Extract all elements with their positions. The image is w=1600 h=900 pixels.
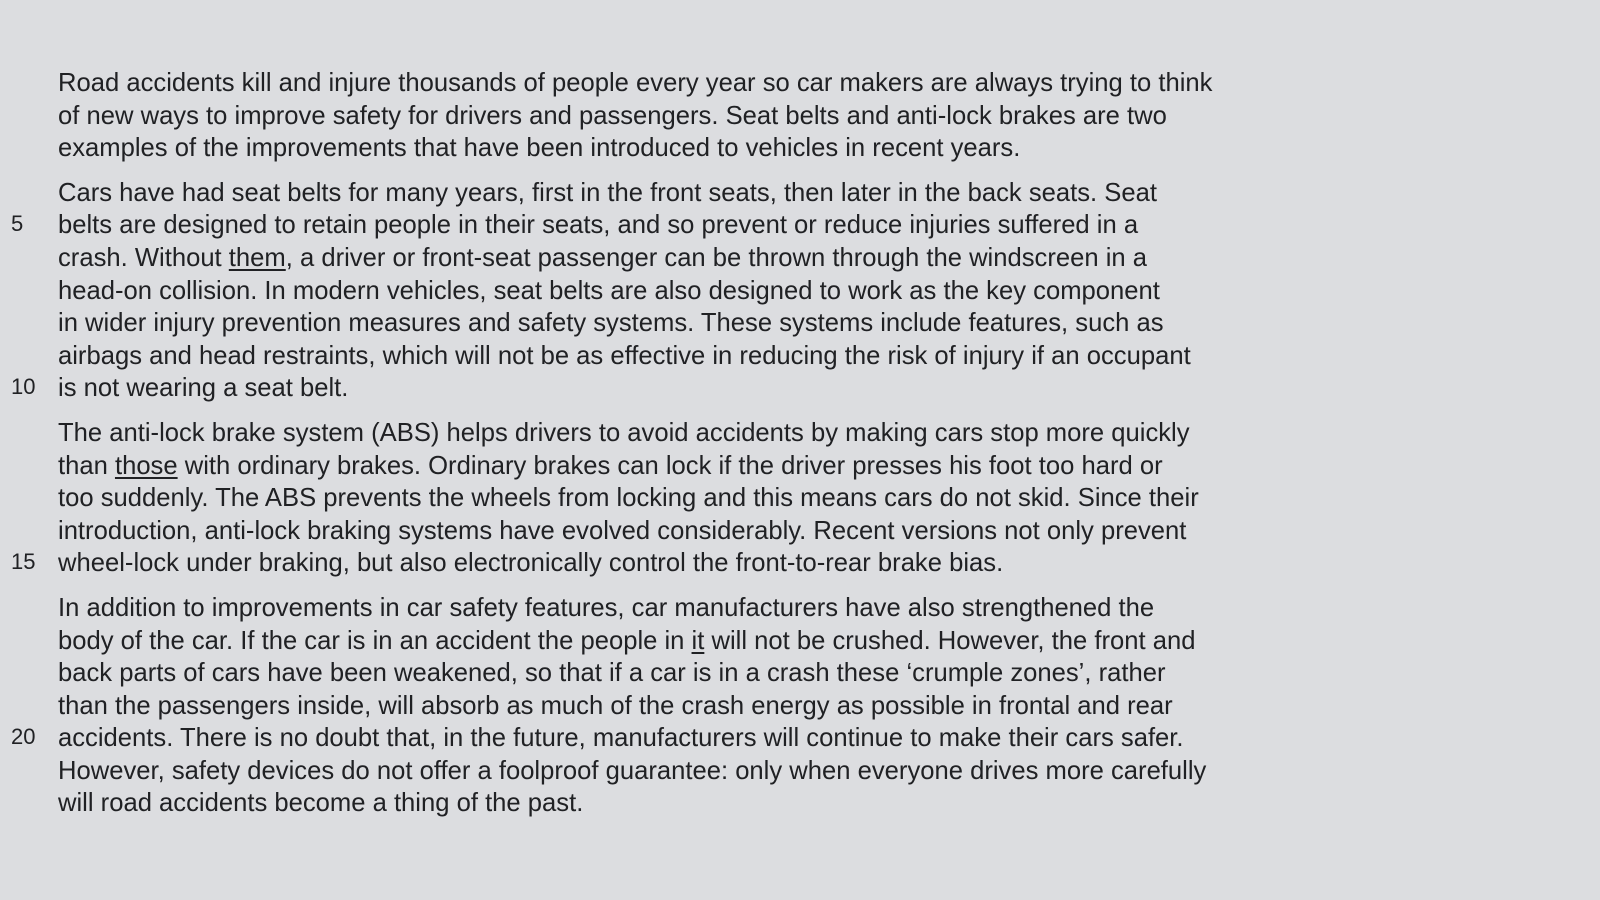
line-text: [58, 371, 348, 404]
paragraph-gap: [0, 164, 1600, 176]
text-line: [0, 591, 1600, 624]
line-text: [58, 274, 1160, 307]
text-line: [0, 689, 1600, 722]
paragraph-gap: [0, 404, 1600, 416]
text-segment: is not wearing a seat belt.: [58, 372, 349, 403]
text-segment: of new ways to improve safety for drivers and passengers. Seat belts and anti-lock brakes are two: [58, 99, 1167, 130]
line-text: [58, 416, 1190, 449]
reading-passage: [0, 66, 1600, 819]
line-number: 5: [11, 211, 24, 237]
text-line: [0, 306, 1600, 339]
line-text: [58, 339, 1191, 372]
text-segment: accidents. There is no doubt that, in the future, manufacturers will continue to make their cars safer.: [58, 722, 1184, 753]
line-number: 15: [11, 549, 36, 575]
text-line: [0, 514, 1600, 547]
underlined-referent-word: it: [691, 624, 705, 655]
paragraph: [0, 591, 1600, 819]
paragraph-gap: [0, 579, 1600, 591]
text-segment: belts are designed to retain people in their seats, and so prevent or reduce injuries suffered in a: [58, 209, 1139, 240]
paragraph: [0, 66, 1600, 164]
text-segment: than the passengers inside, will absorb as much of the crash energy as possible in frontal and rear: [58, 689, 1173, 720]
text-line: [0, 546, 1600, 579]
text-segment: introduction, anti-lock braking systems have evolved considerably. Recent versions not only prevent: [58, 514, 1187, 545]
text-line: [0, 786, 1600, 819]
text-segment: back parts of cars have been weakened, so that if a car is in a crash these ‘crumple zones’, rather: [58, 657, 1166, 688]
text-line: [0, 339, 1600, 372]
text-line: [0, 99, 1600, 132]
text-segment: crash. Without: [58, 241, 229, 272]
text-segment: in wider injury prevention measures and safety systems. These systems include features, such as: [58, 307, 1164, 338]
text-line: [0, 176, 1600, 209]
text-segment: wheel-lock under braking, but also electronically control the front-to-rear brake bias.: [58, 547, 1004, 578]
line-text: [58, 241, 1147, 274]
line-text: [58, 689, 1173, 722]
text-segment: However, safety devices do not offer a foolproof guarantee: only when everyone drives more carefully: [58, 754, 1207, 785]
line-number: 20: [11, 724, 36, 750]
paragraph: [0, 176, 1600, 404]
text-line: [0, 754, 1600, 787]
line-text: [58, 591, 1154, 624]
text-line: [0, 131, 1600, 164]
line-text: [58, 514, 1186, 547]
text-segment: In addition to improvements in car safety features, car manufacturers have also strengthened the: [58, 591, 1155, 622]
line-text: [58, 66, 1212, 99]
line-text: [58, 786, 583, 819]
line-text: [58, 721, 1184, 754]
text-segment: will not be crushed. However, the front and: [704, 624, 1196, 655]
line-text: [58, 449, 1163, 482]
text-segment: Road accidents kill and injure thousands of people every year so car makers are always trying to think: [58, 67, 1213, 97]
underlined-referent-word: them: [228, 241, 286, 272]
line-text: [58, 754, 1206, 787]
paragraph: [0, 416, 1600, 579]
text-line: [0, 416, 1600, 449]
text-line: [0, 449, 1600, 482]
text-segment: too suddenly. The ABS prevents the wheels from locking and this means cars do not skid. Since their: [58, 482, 1199, 513]
text-segment: will road accidents become a thing of the past.: [58, 787, 584, 818]
text-line: [0, 274, 1600, 307]
text-segment: , a driver or front-seat passenger can be thrown through the windscreen in a: [285, 241, 1148, 272]
text-segment: examples of the improvements that have been introduced to vehicles in recent years.: [58, 132, 1021, 163]
text-line: [0, 66, 1600, 99]
text-segment: body of the car. If the car is in an accident the people in: [58, 624, 692, 655]
underlined-referent-word: those: [114, 449, 178, 480]
line-text: [58, 208, 1138, 241]
text-line: [0, 624, 1600, 657]
line-text: [58, 99, 1167, 132]
text-segment: The anti-lock brake system (ABS) helps drivers to avoid accidents by making cars stop more quickly: [58, 416, 1190, 447]
line-text: [58, 624, 1195, 657]
text-line: [0, 721, 1600, 754]
text-line: [0, 481, 1600, 514]
line-text: [58, 481, 1199, 514]
line-text: [58, 131, 1020, 164]
line-text: [58, 306, 1164, 339]
text-line: [0, 656, 1600, 689]
line-text: [58, 656, 1166, 689]
text-segment: head-on collision. In modern vehicles, seat belts are also designed to work as the key component: [58, 274, 1160, 305]
text-line: [0, 208, 1600, 241]
text-segment: airbags and head restraints, which will not be as effective in reducing the risk of injury if an occupant: [58, 339, 1191, 370]
line-text: [58, 176, 1157, 209]
line-number: 10: [11, 374, 36, 400]
text-segment: with ordinary brakes. Ordinary brakes can lock if the driver presses his foot too hard or: [177, 449, 1163, 480]
text-segment: than: [58, 449, 115, 480]
line-text: [58, 546, 1003, 579]
text-line: [0, 241, 1600, 274]
text-line: [0, 371, 1600, 404]
text-segment: Cars have had seat belts for many years, first in the front seats, then later in the back seats. Seat: [58, 176, 1157, 207]
